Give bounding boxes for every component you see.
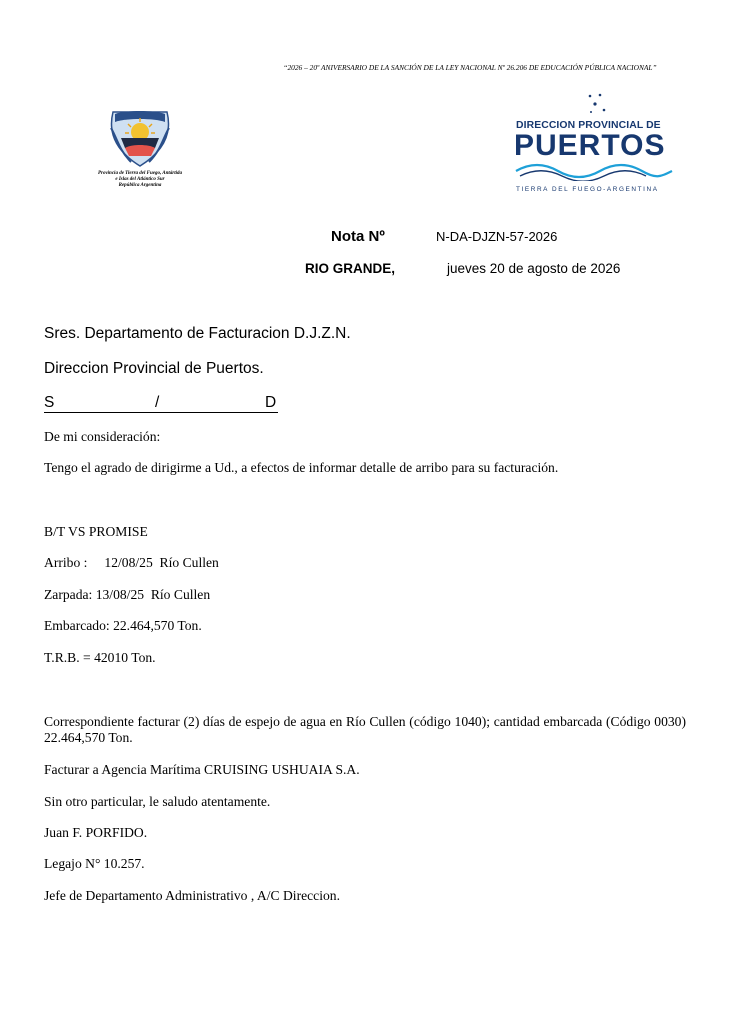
ports-logo — [510, 92, 678, 193]
address-sd-s: S — [44, 394, 55, 411]
billing-detail: Correspondiente facturar (2) días de espejo de agua en Río Cullen (código 1040); cantidad embarcada (Código 0030) 22.464,570 Ton. — [44, 714, 697, 745]
loaded-line: Embarcado: 22.464,570 Ton. — [44, 618, 202, 633]
province-logo — [80, 108, 200, 189]
note-date: jueves 20 de agosto de 2026 — [447, 261, 621, 276]
address-sd — [44, 394, 278, 413]
signer-name: Juan F. PORFIDO. — [44, 825, 148, 840]
province-caption — [80, 171, 200, 189]
trb-line: T.R.B. = 42010 Ton. — [44, 650, 156, 665]
waves-icon — [510, 161, 678, 181]
departure-line: Zarpada: 13/08/25 Río Cullen — [44, 587, 211, 602]
note-city: RIO GRANDE, — [305, 261, 396, 276]
province-caption-line: e Islas del Atlántico Sur — [115, 177, 165, 182]
intro-paragraph: Tengo el agrado de dirigirme a Ud., a efectos de informar detalle de arribo para su facturación. — [44, 460, 559, 475]
ports-logo-bottom: TIERRA DEL FUEGO-ARGENTINA — [516, 186, 659, 193]
signer-file-number: Legajo N° 10.257. — [44, 856, 145, 871]
address-sd-d: D — [265, 394, 277, 411]
note-label: Nota Nº — [331, 228, 385, 245]
province-caption-line: República Argentina — [118, 183, 162, 188]
signer-role: Jefe de Departamento Administrativo , A/C Direccion. — [44, 888, 340, 903]
province-coat-of-arms-icon — [107, 108, 173, 168]
header-motto: “2026 – 20º ANIVERSARIO DE LA SANCIÓN DE LA LEY NACIONAL Nº 26.206 DE EDUCACIÓN PÚBLICA NACIONAL” — [283, 63, 657, 72]
ports-logo-top: DIRECCION PROVINCIAL DE — [516, 120, 661, 131]
address-line-1: Sres. Departamento de Facturacion D.J.Z.N. — [44, 325, 351, 342]
bill-to-line: Facturar a Agencia Marítima CRUISING USHUAIA S.A. — [44, 762, 360, 777]
greeting: De mi consideración: — [44, 429, 161, 444]
address-line-2: Direccion Provincial de Puertos. — [44, 360, 264, 377]
closing-line: Sin otro particular, le saludo atentamente. — [44, 794, 271, 809]
southern-cross-stars-icon — [586, 92, 616, 116]
note-number: N-DA-DJZN-57-2026 — [436, 229, 558, 244]
ports-logo-main: PUERTOS — [514, 129, 666, 162]
province-caption-line: Provincia de Tierra del Fuego, Antártida — [97, 171, 183, 176]
vessel-name: B/T VS PROMISE — [44, 524, 148, 539]
arrival-line: Arribo : 12/08/25 Río Cullen — [44, 555, 219, 570]
address-sd-slash: / — [155, 394, 160, 411]
